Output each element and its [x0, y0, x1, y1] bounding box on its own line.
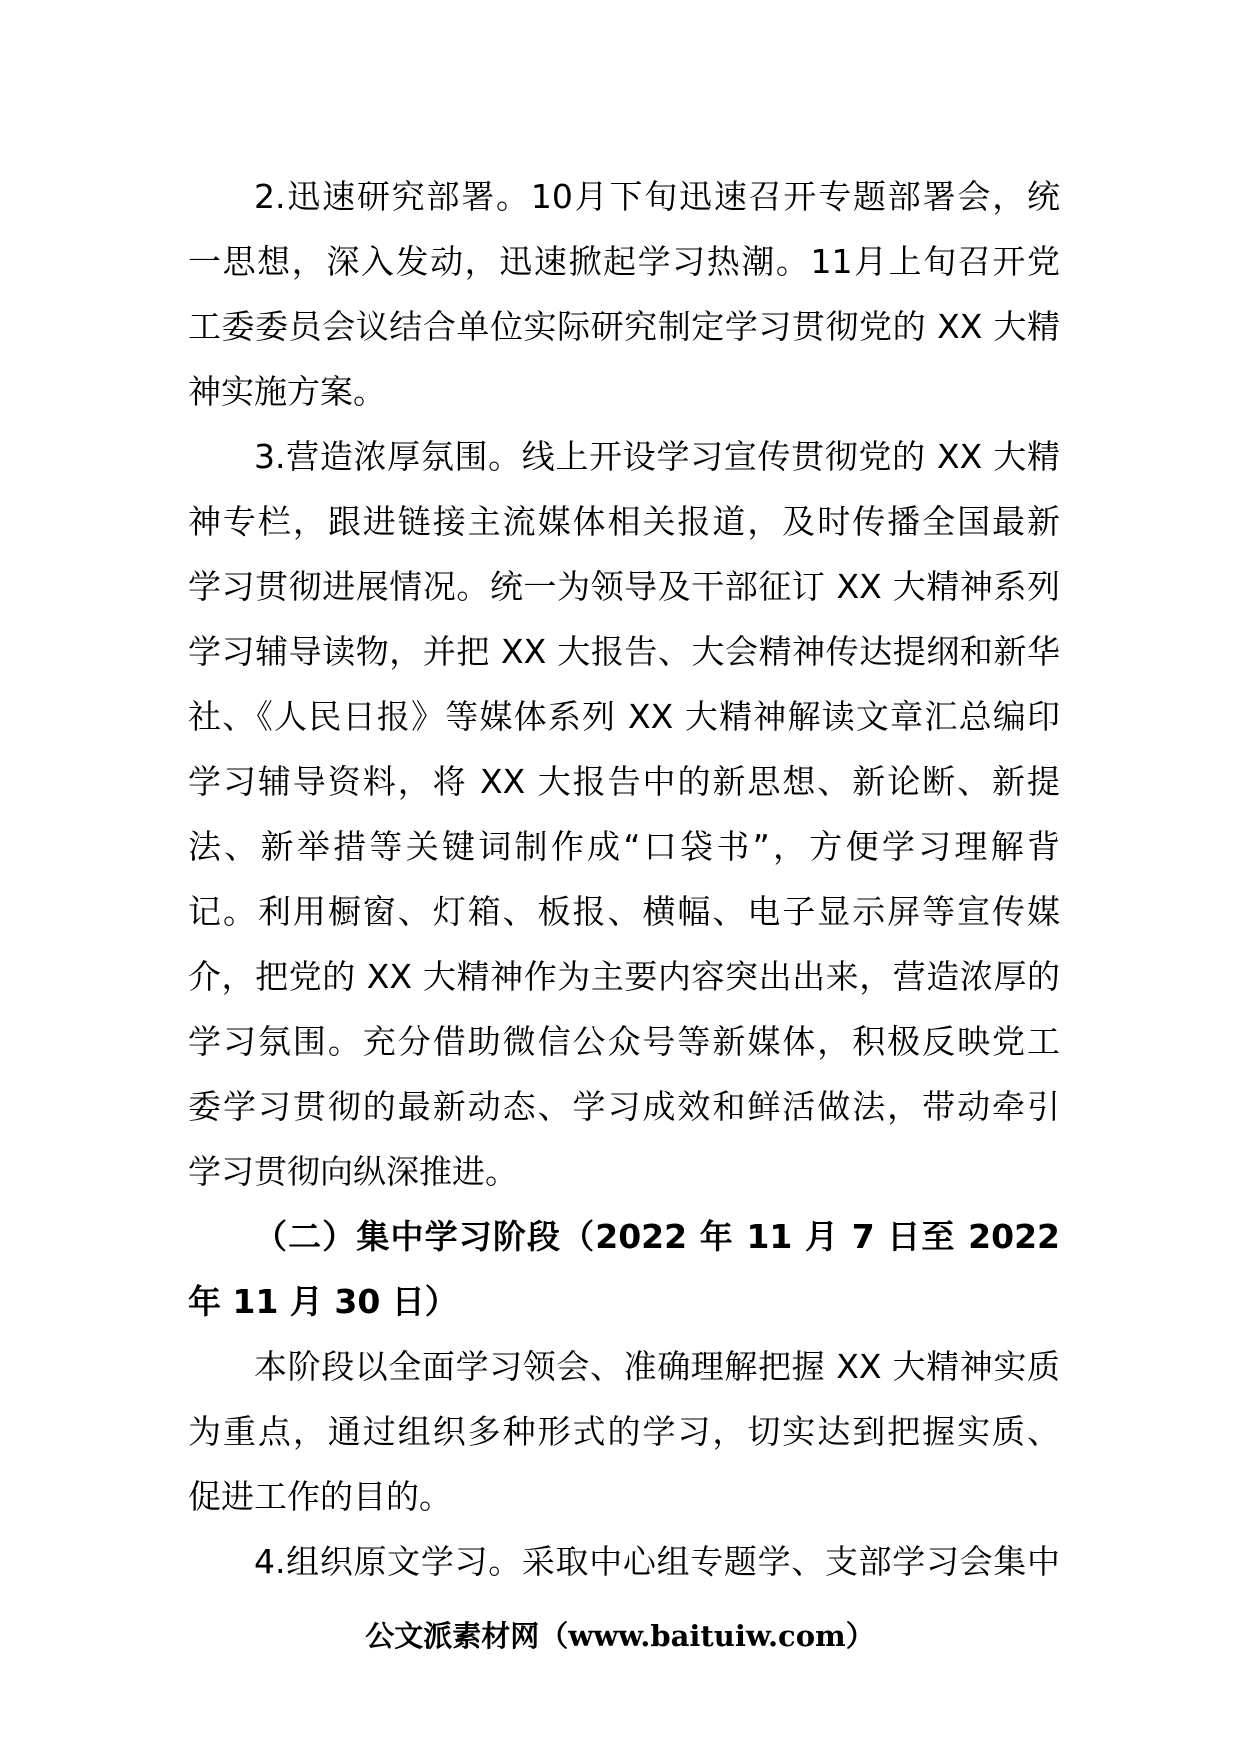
paragraph-4-line-1: 4.组织原文学习。采取中心组专题学、支部学习会集中: [254, 1542, 1060, 1581]
footer-watermark: 公文派素材网（www.baituiw.com）: [365, 1619, 875, 1653]
paragraph-3-line-5: 社、《人民日报》等媒体系列 XX 大精神解读文章汇总编印: [188, 697, 1060, 736]
paragraph-3-line-6: 学习辅导资料，将 XX 大报告中的新思想、新论断、新提: [188, 762, 1060, 801]
paragraph-3-line-2: 神专栏，跟进链接主流媒体相关报道，及时传播全国最新: [188, 502, 1060, 541]
paragraph-3-line-8: 记。利用橱窗、灯箱、板报、横幅、电子显示屏等宣传媒: [188, 892, 1060, 931]
paragraph-3-line-11: 委学习贯彻的最新动态、学习成效和鲜活做法，带动牵引: [188, 1087, 1060, 1126]
paragraph-3-line-9: 介，把党的 XX 大精神作为主要内容突出出来，营造浓厚的: [188, 957, 1060, 996]
paragraph-stage-line-3: 促进工作的目的。: [188, 1477, 452, 1516]
paragraph-3-line-4: 学习辅导读物，并把 XX 大报告、大会精神传达提纲和新华: [188, 632, 1060, 671]
paragraph-3-line-10: 学习氛围。充分借助微信公众号等新媒体，积极反映党工: [188, 1022, 1060, 1061]
section-heading-line-2: 年 11 月 30 日）: [188, 1282, 458, 1321]
paragraph-stage-line-1: 本阶段以全面学习领会、准确理解把握 XX 大精神实质: [254, 1347, 1060, 1386]
paragraph-3-line-3: 学习贯彻进展情况。统一为领导及干部征订 XX 大精神系列: [188, 567, 1060, 606]
paragraph-2-line-1: 2.迅速研究部署。10月下旬迅速召开专题部署会，统: [254, 177, 1060, 216]
paragraph-2-line-4: 神实施方案。: [188, 372, 386, 411]
paragraph-3-line-1: 3.营造浓厚氛围。线上开设学习宣传贯彻党的 XX 大精: [254, 437, 1060, 476]
paragraph-2-line-3: 工委委员会议结合单位实际研究制定学习贯彻党的 XX 大精: [188, 307, 1060, 346]
section-heading-line-1: （二）集中学习阶段（2022 年 11 月 7 日至 2022: [254, 1217, 1060, 1256]
document-body: [188, 164, 1060, 1594]
paragraph-stage-line-2: 为重点，通过组织多种形式的学习，切实达到把握实质、: [188, 1412, 1060, 1451]
paragraph-3-line-12: 学习贯彻向纵深推进。: [188, 1152, 518, 1191]
paragraph-3-line-7: 法、新举措等关键词制作成“口袋书”，方便学习理解背: [188, 827, 1060, 866]
paragraph-2-line-2: 一思想，深入发动，迅速掀起学习热潮。11月上旬召开党: [188, 242, 1060, 281]
